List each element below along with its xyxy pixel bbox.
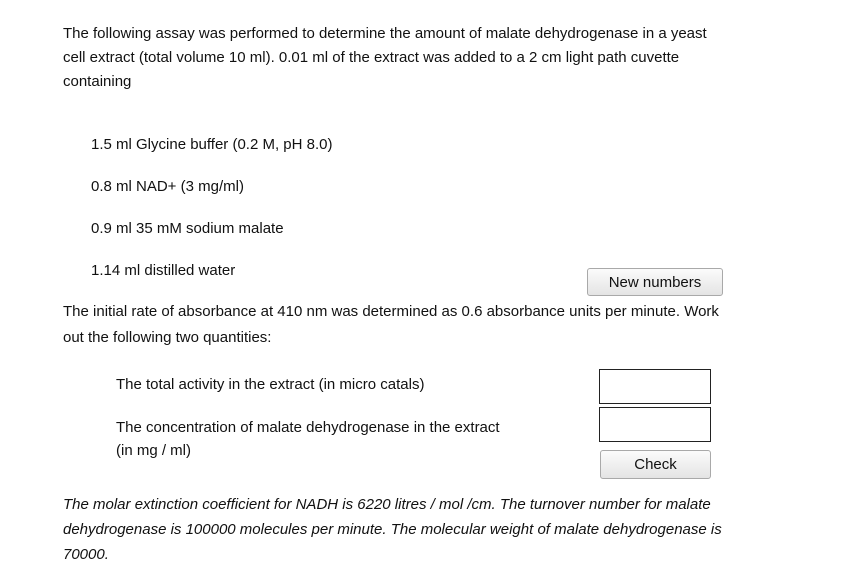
constants-line: dehydrogenase is 100000 molecules per minute. The molecular weight of malate dehydrogenase is <box>63 521 722 538</box>
intro-line: cell extract (total volume 10 ml). 0.01 ml of the extract was added to a 2 cm light path cuvette <box>63 49 680 66</box>
intro-line: The following assay was performed to determine the amount of malate dehydrogenase in a yeast <box>63 25 707 42</box>
rate-line: The initial rate of absorbance at 410 nm was determined as 0.6 absorbance units per minute. Work <box>63 303 719 320</box>
total-activity-label: The total activity in the extract (in micro catals) <box>116 376 425 393</box>
total-activity-input[interactable] <box>599 369 711 404</box>
concentration-label-line: The concentration of malate dehydrogenase in the extract <box>116 419 500 436</box>
reagent-nad: 0.8 ml NAD+ (3 mg/ml) <box>91 178 244 195</box>
reagent-distilled-water: 1.14 ml distilled water <box>91 262 236 279</box>
intro-line: containing <box>63 73 132 90</box>
intro-text <box>63 22 823 94</box>
constants-line: The molar extinction coefficient for NADH is 6220 litres / mol /cm. The turnover number for malate <box>63 496 711 513</box>
rate-line: out the following two quantities: <box>63 329 272 346</box>
concentration-label <box>116 416 500 462</box>
constants-line: 70000. <box>63 546 109 563</box>
concentration-label-line: (in mg / ml) <box>116 442 191 459</box>
constants-note <box>63 492 722 567</box>
rate-text <box>63 299 719 351</box>
new-numbers-button[interactable]: New numbers <box>587 268 723 296</box>
reagent-glycine-buffer: 1.5 ml Glycine buffer (0.2 M, pH 8.0) <box>91 136 333 153</box>
concentration-input[interactable] <box>599 407 711 442</box>
reagent-sodium-malate: 0.9 ml 35 mM sodium malate <box>91 220 284 237</box>
check-button[interactable]: Check <box>600 450 711 479</box>
